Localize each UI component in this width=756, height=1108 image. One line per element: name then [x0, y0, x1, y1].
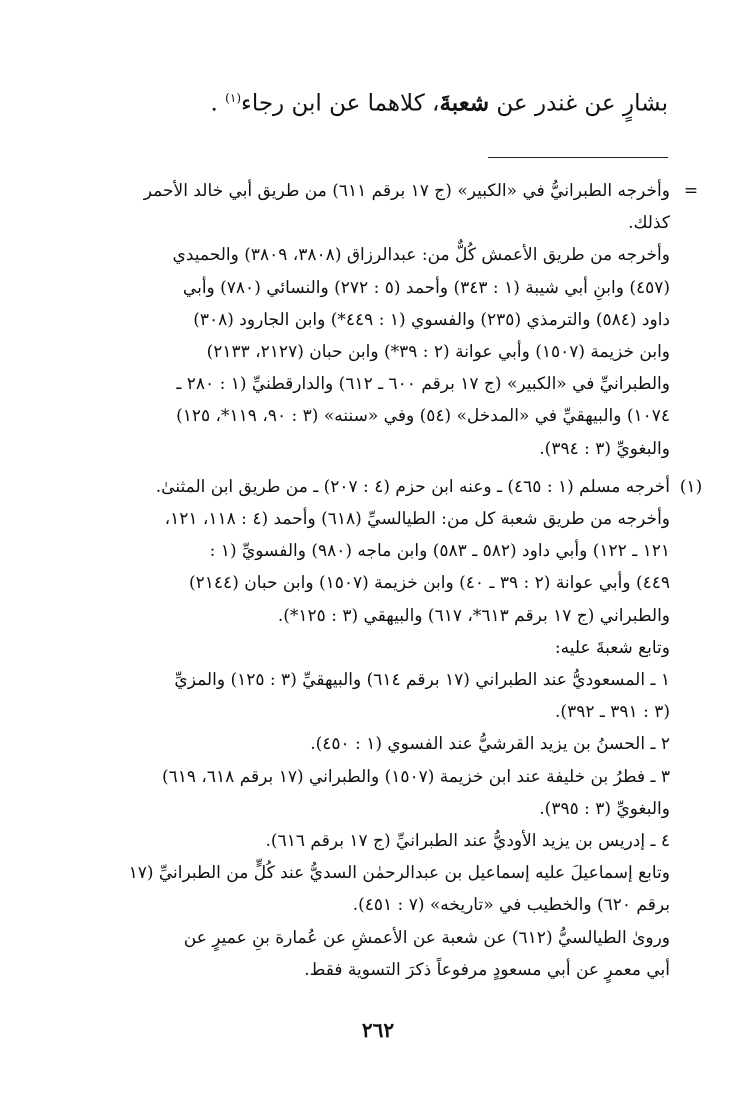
footnote-line: والطبراني (ج ١٧ برقم ٦١٣*، ٦١٧) والبيهقي (٣ : ١٢٥*). [277, 605, 670, 626]
footnote-line: ٤ ـ إدريس بن يزيد الأوديُّ عند الطبرانيِّ (ج ١٧ برقم ٦١٦). [265, 831, 670, 852]
footnotes-section [78, 175, 706, 986]
footnote-line: والطبرانيِّ في «الكبير» (ج ١٧ برقم ٦٠٠ ـ ٦١٢) والدارقطنيِّ (١ : ٢٨٠ ـ [176, 374, 670, 395]
footnote-line: ٣ ـ فطرُ بن خليفة عند ابن خزيمة (١٥٠٧) والطبراني (١٧ برقم ٦١٨، ٦١٩) [161, 766, 670, 787]
footnote-line: أبي معمرٍ عن أبي مسعودٍ مرفوعاً ذكرَ التسوية فقط. [304, 959, 670, 980]
page-number: ٢٦٢ [361, 1018, 395, 1042]
continued-footnote [78, 175, 706, 465]
main-text-bold-name: شعبةَ [439, 89, 490, 117]
footnote-line: ٤٤٩) وأبي عوانة (٢ : ٣٩ ـ ٤٠) وابن خزيمة (١٥٠٧) وابن حبان (٢١٤٤) [189, 573, 670, 594]
footnote-line: وتابع شعبةَ عليه: [554, 637, 670, 658]
main-text-after: ، كلاهما عن ابن رجاء [241, 90, 440, 117]
footnote-line: وأخرجه الطبرانيُّ في «الكبير» (ج ١٧ برقم ٦١١) من طريق أبي خالد الأحمر [143, 181, 670, 201]
footnote-line: وروىٰ الطيالسيُّ (٦١٢) عن شعبة عن الأعمشِ عن عُمارة بنِ عميرٍ عن [183, 927, 670, 948]
footnote-separator-rule [488, 157, 668, 158]
footnote-number: (١) [679, 476, 703, 497]
footnote-line: ١٠٧٤) والبيهقيِّ في «المدخل» (٥٤) وفي «سننه» (٣ : ٩٠، ١١٩*، ١٢٥) [176, 406, 670, 427]
footnote-line: وابن خزيمة (١٥٠٧) وأبي عوانة (٢ : ٣٩*) وابن حبان (٢١٢٧، ٢١٣٣) [206, 342, 670, 363]
footnote-line: ١ ـ المسعوديُّ عند الطبراني (١٧ برقم ٦١٤) والبيهقيِّ (٣ : ١٢٥) والمزيِّ [174, 670, 670, 691]
footnote-line: ١٢١ ـ ١٢٢) وأبي داود (٥٨٢ ـ ٥٨٣) وابن ماجه (٩٨٠) والفسويِّ (١ : [209, 541, 670, 562]
footnote-line: داود (٥٨٤) والترمذي (٢٣٥) والفسوي (١ : ٤٤٩*) وابن الجارود (٣٠٨) [193, 309, 670, 330]
footnote-line: وتابع إسماعيلَ عليه إسماعيل بن عبدالرحمٰن السديُّ عند كُلٍّ من الطبرانيِّ (١٧ [128, 863, 670, 884]
footnote-line: برقم ٦٢٠) والخطيب في «تاريخه» (٧ : ٤٥١). [352, 895, 670, 916]
continuation-marker: = [683, 181, 699, 201]
footnote-line: ٢ ـ الحسنُ بن يزيد القرشيُّ عند الفسوي (١ : ٤٥٠). [310, 734, 670, 755]
main-text-end: . [210, 90, 226, 117]
footnote-1 [78, 471, 706, 986]
footnote-line: والبغويِّ (٣ : ٣٩٤). [539, 438, 670, 459]
footnote-line: والبغويِّ (٣ : ٣٩٥). [539, 798, 670, 819]
footnote-line: وأخرجه من طريق الأعمش كُلٌّ من: عبدالرزاق (٣٨٠٨، ٣٨٠٩) والحميدي [172, 245, 670, 266]
main-text-before: بشارٍ عن غندر عن [489, 90, 668, 117]
footnote-line: كذلك. [628, 213, 670, 234]
footnote-line: وأخرجه من طريق شعبة كل من: الطيالسيِّ (٦١٨) وأحمد (٤ : ١١٨، ١٢١، [164, 509, 670, 530]
footnote-line: (٤٥٧) وابنِ أبي شيبة (١ : ٣٤٣) وأحمد (٥ : ٢٧٢) والنسائي (٧٨٠) وأبي [182, 277, 670, 298]
footnote-line: أخرجه مسلم (١ : ٤٦٥) ـ وعنه ابن حزم (٤ : ٢٠٧) ـ من طريق ابن المثنىٰ. [155, 476, 670, 497]
footnote-line: (٣ : ٣٩١ ـ ٣٩٢). [555, 702, 670, 723]
main-text-line [88, 78, 668, 124]
footnote-reference: (١) [225, 91, 241, 105]
